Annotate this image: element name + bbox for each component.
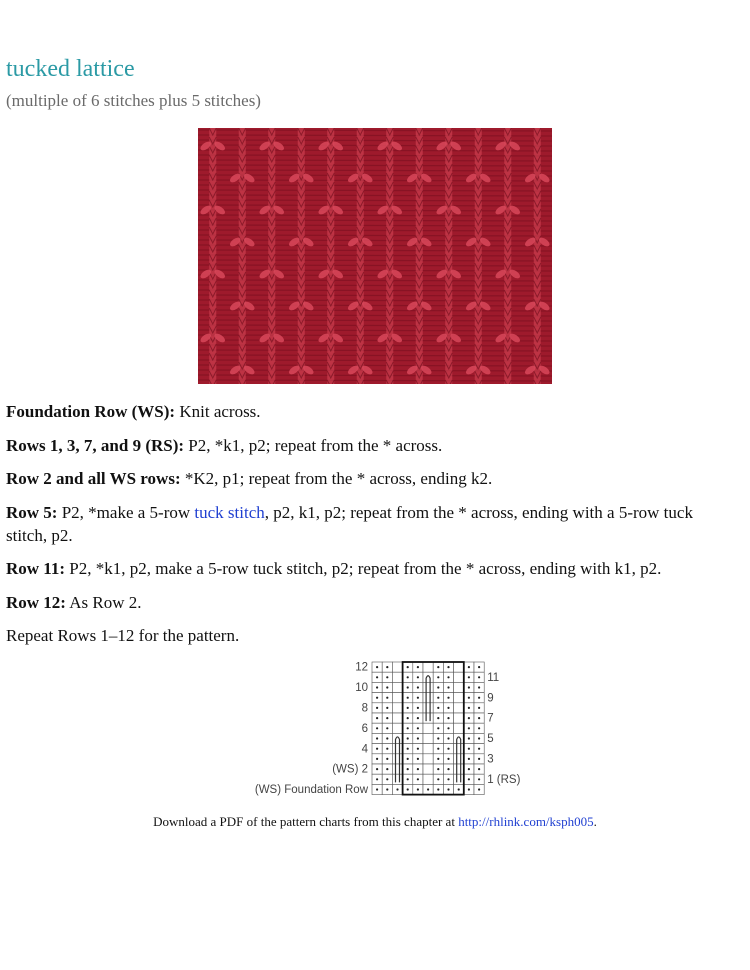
chart-cell xyxy=(454,662,464,672)
download-end: . xyxy=(593,814,597,829)
purl-dot xyxy=(407,676,409,678)
purl-dot xyxy=(468,666,470,668)
purl-dot xyxy=(478,717,480,719)
instruction-text: , p2, k1, p2; repeat from the * across, ending with a 5-row tuck stitch, p2. xyxy=(6,502,693,545)
purl-dot xyxy=(478,676,480,678)
chart-cell xyxy=(392,713,402,723)
purl-dot xyxy=(407,788,409,790)
row-label-right: 3 xyxy=(487,753,494,766)
instruction-repeat xyxy=(6,624,736,647)
purl-dot xyxy=(376,707,378,709)
chart-cell xyxy=(392,754,402,764)
chart-cell xyxy=(392,723,402,733)
chart-cell xyxy=(454,723,464,733)
purl-dot xyxy=(468,737,470,739)
instruction-ws-rows xyxy=(6,467,736,490)
purl-dot xyxy=(478,707,480,709)
purl-dot xyxy=(447,778,449,780)
purl-dot xyxy=(386,717,388,719)
purl-dot xyxy=(447,727,449,729)
chart-cell xyxy=(454,682,464,692)
purl-dot xyxy=(407,686,409,688)
chart-cell xyxy=(454,733,464,743)
purl-dot xyxy=(386,758,388,760)
purl-dot xyxy=(468,727,470,729)
purl-dot xyxy=(386,666,388,668)
purl-dot xyxy=(376,758,378,760)
purl-dot xyxy=(447,758,449,760)
chart-cell xyxy=(423,754,433,764)
download-link[interactable]: http://rhlink.com/ksph005 xyxy=(458,814,594,829)
chart-cell xyxy=(423,774,433,784)
instruction-text: P2, *k1, p2, make a 5-row tuck stitch, p2; repeat from the * across, ending with k1, p2. xyxy=(65,559,662,578)
chart-cell xyxy=(392,774,402,784)
purl-dot xyxy=(407,778,409,780)
purl-dot xyxy=(417,727,419,729)
purl-dot xyxy=(386,727,388,729)
chart-cell xyxy=(454,764,464,774)
purl-dot xyxy=(407,707,409,709)
purl-dot xyxy=(376,697,378,699)
purl-dot xyxy=(437,788,439,790)
stitch-chart xyxy=(238,658,528,803)
purl-dot xyxy=(417,697,419,699)
purl-dot xyxy=(478,686,480,688)
purl-dot xyxy=(376,788,378,790)
chart-cell xyxy=(392,682,402,692)
instruction-label: Rows 1, 3, 7, and 9 (RS): xyxy=(6,435,185,455)
chart-cell xyxy=(392,733,402,743)
purl-dot xyxy=(478,788,480,790)
purl-dot xyxy=(478,758,480,760)
purl-dot xyxy=(447,707,449,709)
instruction-row-5 xyxy=(6,501,736,547)
chart-cell xyxy=(454,672,464,682)
chart-cell xyxy=(423,723,433,733)
row-label-right: 9 xyxy=(487,692,494,705)
purl-dot xyxy=(376,717,378,719)
purl-dot xyxy=(468,676,470,678)
purl-dot xyxy=(386,686,388,688)
purl-dot xyxy=(386,748,388,750)
row-label-right: 7 xyxy=(487,712,494,725)
instructions xyxy=(6,400,736,658)
purl-dot xyxy=(407,758,409,760)
purl-dot xyxy=(447,697,449,699)
purl-dot xyxy=(386,768,388,770)
purl-dot xyxy=(376,768,378,770)
purl-dot xyxy=(437,748,439,750)
purl-dot xyxy=(407,717,409,719)
download-note xyxy=(6,814,744,830)
purl-dot xyxy=(437,707,439,709)
instruction-text: *K2, p1; repeat from the * across, ending k2. xyxy=(180,469,493,488)
chart-cell xyxy=(423,672,433,682)
chart-cell xyxy=(454,713,464,723)
purl-dot xyxy=(447,686,449,688)
chart-cell xyxy=(392,662,402,672)
purl-dot xyxy=(478,727,480,729)
row-label-left: 12 xyxy=(355,661,368,674)
chart-cell xyxy=(423,733,433,743)
instruction-label: Row 11: xyxy=(6,559,66,578)
purl-dot xyxy=(386,737,388,739)
chart-cell xyxy=(454,744,464,754)
purl-dot xyxy=(376,737,378,739)
instruction-text: P2, *make a 5-row xyxy=(57,502,195,522)
purl-dot xyxy=(417,676,419,678)
instruction-row-12 xyxy=(6,591,736,614)
purl-dot xyxy=(417,666,419,668)
purl-dot xyxy=(478,666,480,668)
purl-dot xyxy=(468,697,470,699)
instruction-text: Repeat Rows 1–12 for the pattern. xyxy=(6,626,240,645)
purl-dot xyxy=(386,676,388,678)
purl-dot xyxy=(437,778,439,780)
row-label-left: 10 xyxy=(355,682,368,695)
purl-dot xyxy=(468,717,470,719)
pattern-title: tucked lattice xyxy=(6,56,135,82)
row-label-right: 1 (RS) xyxy=(487,773,521,786)
pattern-subtitle: (multiple of 6 stitches plus 5 stitches) xyxy=(6,91,261,110)
stitch-chart-graphic xyxy=(238,658,528,803)
purl-dot xyxy=(478,768,480,770)
purl-dot xyxy=(407,768,409,770)
chart-cell xyxy=(423,682,433,692)
purl-dot xyxy=(417,748,419,750)
purl-dot xyxy=(437,717,439,719)
purl-dot xyxy=(468,768,470,770)
chart-cell xyxy=(423,662,433,672)
purl-dot xyxy=(376,686,378,688)
chart-cell xyxy=(454,693,464,703)
swatch-photo xyxy=(198,128,552,384)
purl-dot xyxy=(478,778,480,780)
instruction-label: Row 5: xyxy=(6,502,58,522)
row-label-right: 11 xyxy=(487,671,500,684)
chart-cell xyxy=(423,703,433,713)
purl-dot xyxy=(407,697,409,699)
download-text: Download a PDF of the pattern charts from this chapter at xyxy=(153,814,459,829)
row-label-left: (WS) 2 xyxy=(332,763,368,776)
purl-dot xyxy=(407,737,409,739)
instruction-row-11 xyxy=(6,557,736,580)
instruction-label: Row 12: xyxy=(6,592,66,612)
purl-dot xyxy=(437,768,439,770)
purl-dot xyxy=(376,666,378,668)
purl-dot xyxy=(447,676,449,678)
chart-cell xyxy=(423,693,433,703)
purl-dot xyxy=(407,727,409,729)
purl-dot xyxy=(396,788,398,790)
purl-dot xyxy=(447,788,449,790)
purl-dot xyxy=(386,778,388,780)
purl-dot xyxy=(447,666,449,668)
chart-cell xyxy=(392,693,402,703)
purl-dot xyxy=(437,737,439,739)
purl-dot xyxy=(417,717,419,719)
chart-cell xyxy=(392,764,402,774)
purl-dot xyxy=(376,676,378,678)
instruction-text: P2, *k1, p2; repeat from the * across. xyxy=(184,435,443,455)
tuck-stitch-link[interactable]: tuck stitch xyxy=(194,502,265,522)
purl-dot xyxy=(468,707,470,709)
chart-cell xyxy=(392,744,402,754)
purl-dot xyxy=(417,686,419,688)
chart-cell xyxy=(454,774,464,784)
chart-cell xyxy=(392,703,402,713)
row-label-left: (WS) Foundation Row xyxy=(254,784,368,797)
purl-dot xyxy=(458,788,460,790)
purl-dot xyxy=(468,748,470,750)
purl-dot xyxy=(417,707,419,709)
purl-dot xyxy=(437,686,439,688)
purl-dot xyxy=(386,697,388,699)
purl-dot xyxy=(437,676,439,678)
purl-dot xyxy=(407,666,409,668)
instruction-label: Foundation Row (WS): xyxy=(6,402,176,421)
chart-cell xyxy=(392,672,402,682)
purl-dot xyxy=(468,778,470,780)
purl-dot xyxy=(376,727,378,729)
row-label-left: 4 xyxy=(361,743,368,756)
purl-dot xyxy=(468,788,470,790)
purl-dot xyxy=(478,748,480,750)
purl-dot xyxy=(437,666,439,668)
purl-dot xyxy=(447,748,449,750)
chart-cell xyxy=(423,713,433,723)
chart-cell xyxy=(423,744,433,754)
purl-dot xyxy=(417,788,419,790)
purl-dot xyxy=(437,697,439,699)
purl-dot xyxy=(447,717,449,719)
purl-dot xyxy=(478,697,480,699)
purl-dot xyxy=(386,707,388,709)
instruction-text: Knit across. xyxy=(175,402,261,421)
purl-dot xyxy=(417,768,419,770)
row-label-left: 6 xyxy=(361,722,368,735)
row-label-right: 5 xyxy=(487,733,494,746)
swatch-image xyxy=(198,128,552,384)
purl-dot xyxy=(427,788,429,790)
purl-dot xyxy=(468,686,470,688)
purl-dot xyxy=(447,768,449,770)
purl-dot xyxy=(417,758,419,760)
chart-cell xyxy=(454,703,464,713)
purl-dot xyxy=(437,727,439,729)
instruction-text: As Row 2. xyxy=(65,592,142,612)
purl-dot xyxy=(437,758,439,760)
purl-dot xyxy=(468,758,470,760)
chart-cell xyxy=(423,764,433,774)
instruction-label: Row 2 and all WS rows: xyxy=(6,469,181,488)
purl-dot xyxy=(407,748,409,750)
purl-dot xyxy=(478,737,480,739)
purl-dot xyxy=(417,778,419,780)
row-label-left: 8 xyxy=(361,702,368,715)
purl-dot xyxy=(376,778,378,780)
instruction-rows-1-3-7-9 xyxy=(6,434,736,457)
purl-dot xyxy=(447,737,449,739)
chart-cell xyxy=(454,754,464,764)
purl-dot xyxy=(386,788,388,790)
purl-dot xyxy=(376,748,378,750)
purl-dot xyxy=(417,737,419,739)
instruction-foundation xyxy=(6,400,736,423)
